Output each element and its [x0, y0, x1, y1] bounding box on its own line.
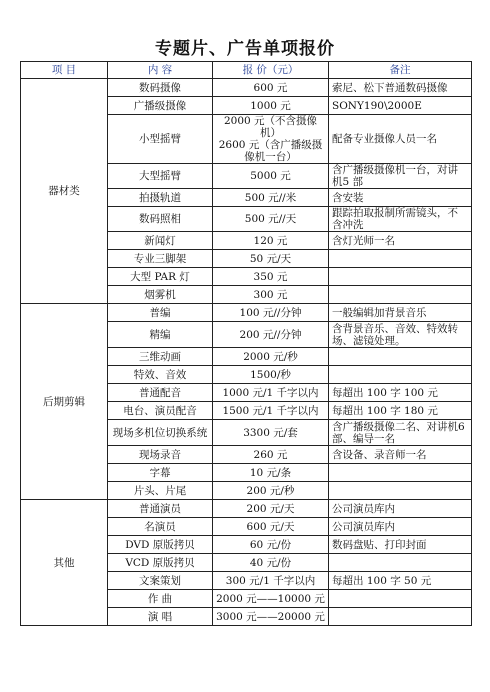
item-cell: 精编: [108, 322, 213, 348]
item-cell: 广播级摄像: [108, 97, 213, 115]
item-cell: 小型摇臂: [108, 115, 213, 164]
price-cell: 1500 元/1 千字以内: [213, 402, 329, 420]
note-cell: [329, 366, 472, 384]
item-cell: 大型 PAR 灯: [108, 268, 213, 286]
price-cell: 200 元/秒: [213, 482, 329, 500]
note-cell: 含设备、录音师一名: [329, 446, 472, 464]
note-cell: 索尼、松下普通数码摄像: [329, 79, 472, 97]
item-cell: 名演员: [108, 518, 213, 536]
item-cell: 新闻灯: [108, 232, 213, 250]
item-cell: DVD 原版拷贝: [108, 536, 213, 554]
note-cell: [329, 608, 472, 626]
header-category: 项 目: [21, 62, 108, 79]
note-cell: 一般编辑加背景音乐: [329, 304, 472, 322]
item-cell: 数码照相: [108, 207, 213, 232]
header-price: 报 价（元）: [213, 62, 329, 79]
price-cell: 260 元: [213, 446, 329, 464]
price-cell: 100 元//分钟: [213, 304, 329, 322]
price-cell: 2000 元/秒: [213, 348, 329, 366]
item-cell: 文案策划: [108, 572, 213, 590]
table-row: [21, 500, 472, 518]
item-cell: VCD 原版拷贝: [108, 554, 213, 572]
price-cell: 2000 元（不含摄像机） 2600 元（含广播级摄像机一台）: [213, 115, 329, 164]
price-cell: 5000 元: [213, 164, 329, 189]
note-cell: [329, 268, 472, 286]
category-cell: 其他: [21, 500, 108, 626]
price-cell: 600 元/天: [213, 518, 329, 536]
item-cell: 字幕: [108, 464, 213, 482]
note-cell: SONY190\2000E: [329, 97, 472, 115]
price-cell: 500 元//米: [213, 189, 329, 207]
price-cell: 1000 元/1 千字以内: [213, 384, 329, 402]
note-cell: [329, 250, 472, 268]
table-header-row: [21, 62, 472, 79]
price-cell: 10 元/条: [213, 464, 329, 482]
note-cell: [329, 554, 472, 572]
note-cell: 含安装: [329, 189, 472, 207]
item-cell: 电台、演员配音: [108, 402, 213, 420]
note-cell: 公司演员库内: [329, 500, 472, 518]
note-cell: 跟踪拍取报制所需镜头，不含冲洗: [329, 207, 472, 232]
item-cell: 专业三脚架: [108, 250, 213, 268]
price-cell: 40 元/份: [213, 554, 329, 572]
note-cell: [329, 348, 472, 366]
category-cell: 后期剪辑: [21, 304, 108, 500]
price-cell: 3300 元/套: [213, 420, 329, 446]
note-cell: 含背景音乐、音效、特效转场、滤镜处理。: [329, 322, 472, 348]
note-cell: [329, 482, 472, 500]
item-cell: 现场录音: [108, 446, 213, 464]
note-cell: 含广播级摄像机一台，对讲机5 部: [329, 164, 472, 189]
price-cell: 350 元: [213, 268, 329, 286]
price-cell: 2000 元——10000 元: [213, 590, 329, 608]
header-item: 内 容: [108, 62, 213, 79]
table-body: [21, 79, 472, 626]
note-cell: 含广播级摄像二名、对讲机6 部、编导一名: [329, 420, 472, 446]
price-cell: 1000 元: [213, 97, 329, 115]
price-cell: 500 元//天: [213, 207, 329, 232]
note-cell: 每超出 100 字 50 元: [329, 572, 472, 590]
item-cell: 作 曲: [108, 590, 213, 608]
note-cell: 数码盘贴、打印封面: [329, 536, 472, 554]
page-title: 专题片、广告单项报价: [155, 39, 335, 59]
price-cell: 200 元/天: [213, 500, 329, 518]
price-cell: 120 元: [213, 232, 329, 250]
table-row: [21, 79, 472, 97]
price-cell: 50 元/天: [213, 250, 329, 268]
item-cell: 烟雾机: [108, 286, 213, 304]
item-cell: 普通演员: [108, 500, 213, 518]
note-cell: 公司演员库内: [329, 518, 472, 536]
item-cell: 三维动画: [108, 348, 213, 366]
table-row: [21, 304, 472, 322]
note-cell: 每超出 100 字 180 元: [329, 402, 472, 420]
note-cell: [329, 590, 472, 608]
item-cell: 大型摇臂: [108, 164, 213, 189]
category-cell: 器材类: [21, 79, 108, 304]
price-cell: 1500/秒: [213, 366, 329, 384]
price-cell: 300 元/1 千字以内: [213, 572, 329, 590]
item-cell: 现场多机位切换系统: [108, 420, 213, 446]
item-cell: 数码摄像: [108, 79, 213, 97]
price-cell: 3000 元——20000 元: [213, 608, 329, 626]
note-cell: [329, 286, 472, 304]
price-cell: 60 元/份: [213, 536, 329, 554]
price-cell: 200 元//分钟: [213, 322, 329, 348]
note-cell: 配备专业摄像人员一名: [329, 115, 472, 164]
price-table: [20, 61, 472, 626]
note-cell: [329, 464, 472, 482]
item-cell: 拍摄轨道: [108, 189, 213, 207]
item-cell: 片头、片尾: [108, 482, 213, 500]
header-note: 备注: [329, 62, 472, 79]
item-cell: 普编: [108, 304, 213, 322]
price-cell: 600 元: [213, 79, 329, 97]
item-cell: 特效、音效: [108, 366, 213, 384]
note-cell: 含灯光师一名: [329, 232, 472, 250]
price-cell: 300 元: [213, 286, 329, 304]
item-cell: 普通配音: [108, 384, 213, 402]
item-cell: 演 唱: [108, 608, 213, 626]
note-cell: 每超出 100 字 100 元: [329, 384, 472, 402]
